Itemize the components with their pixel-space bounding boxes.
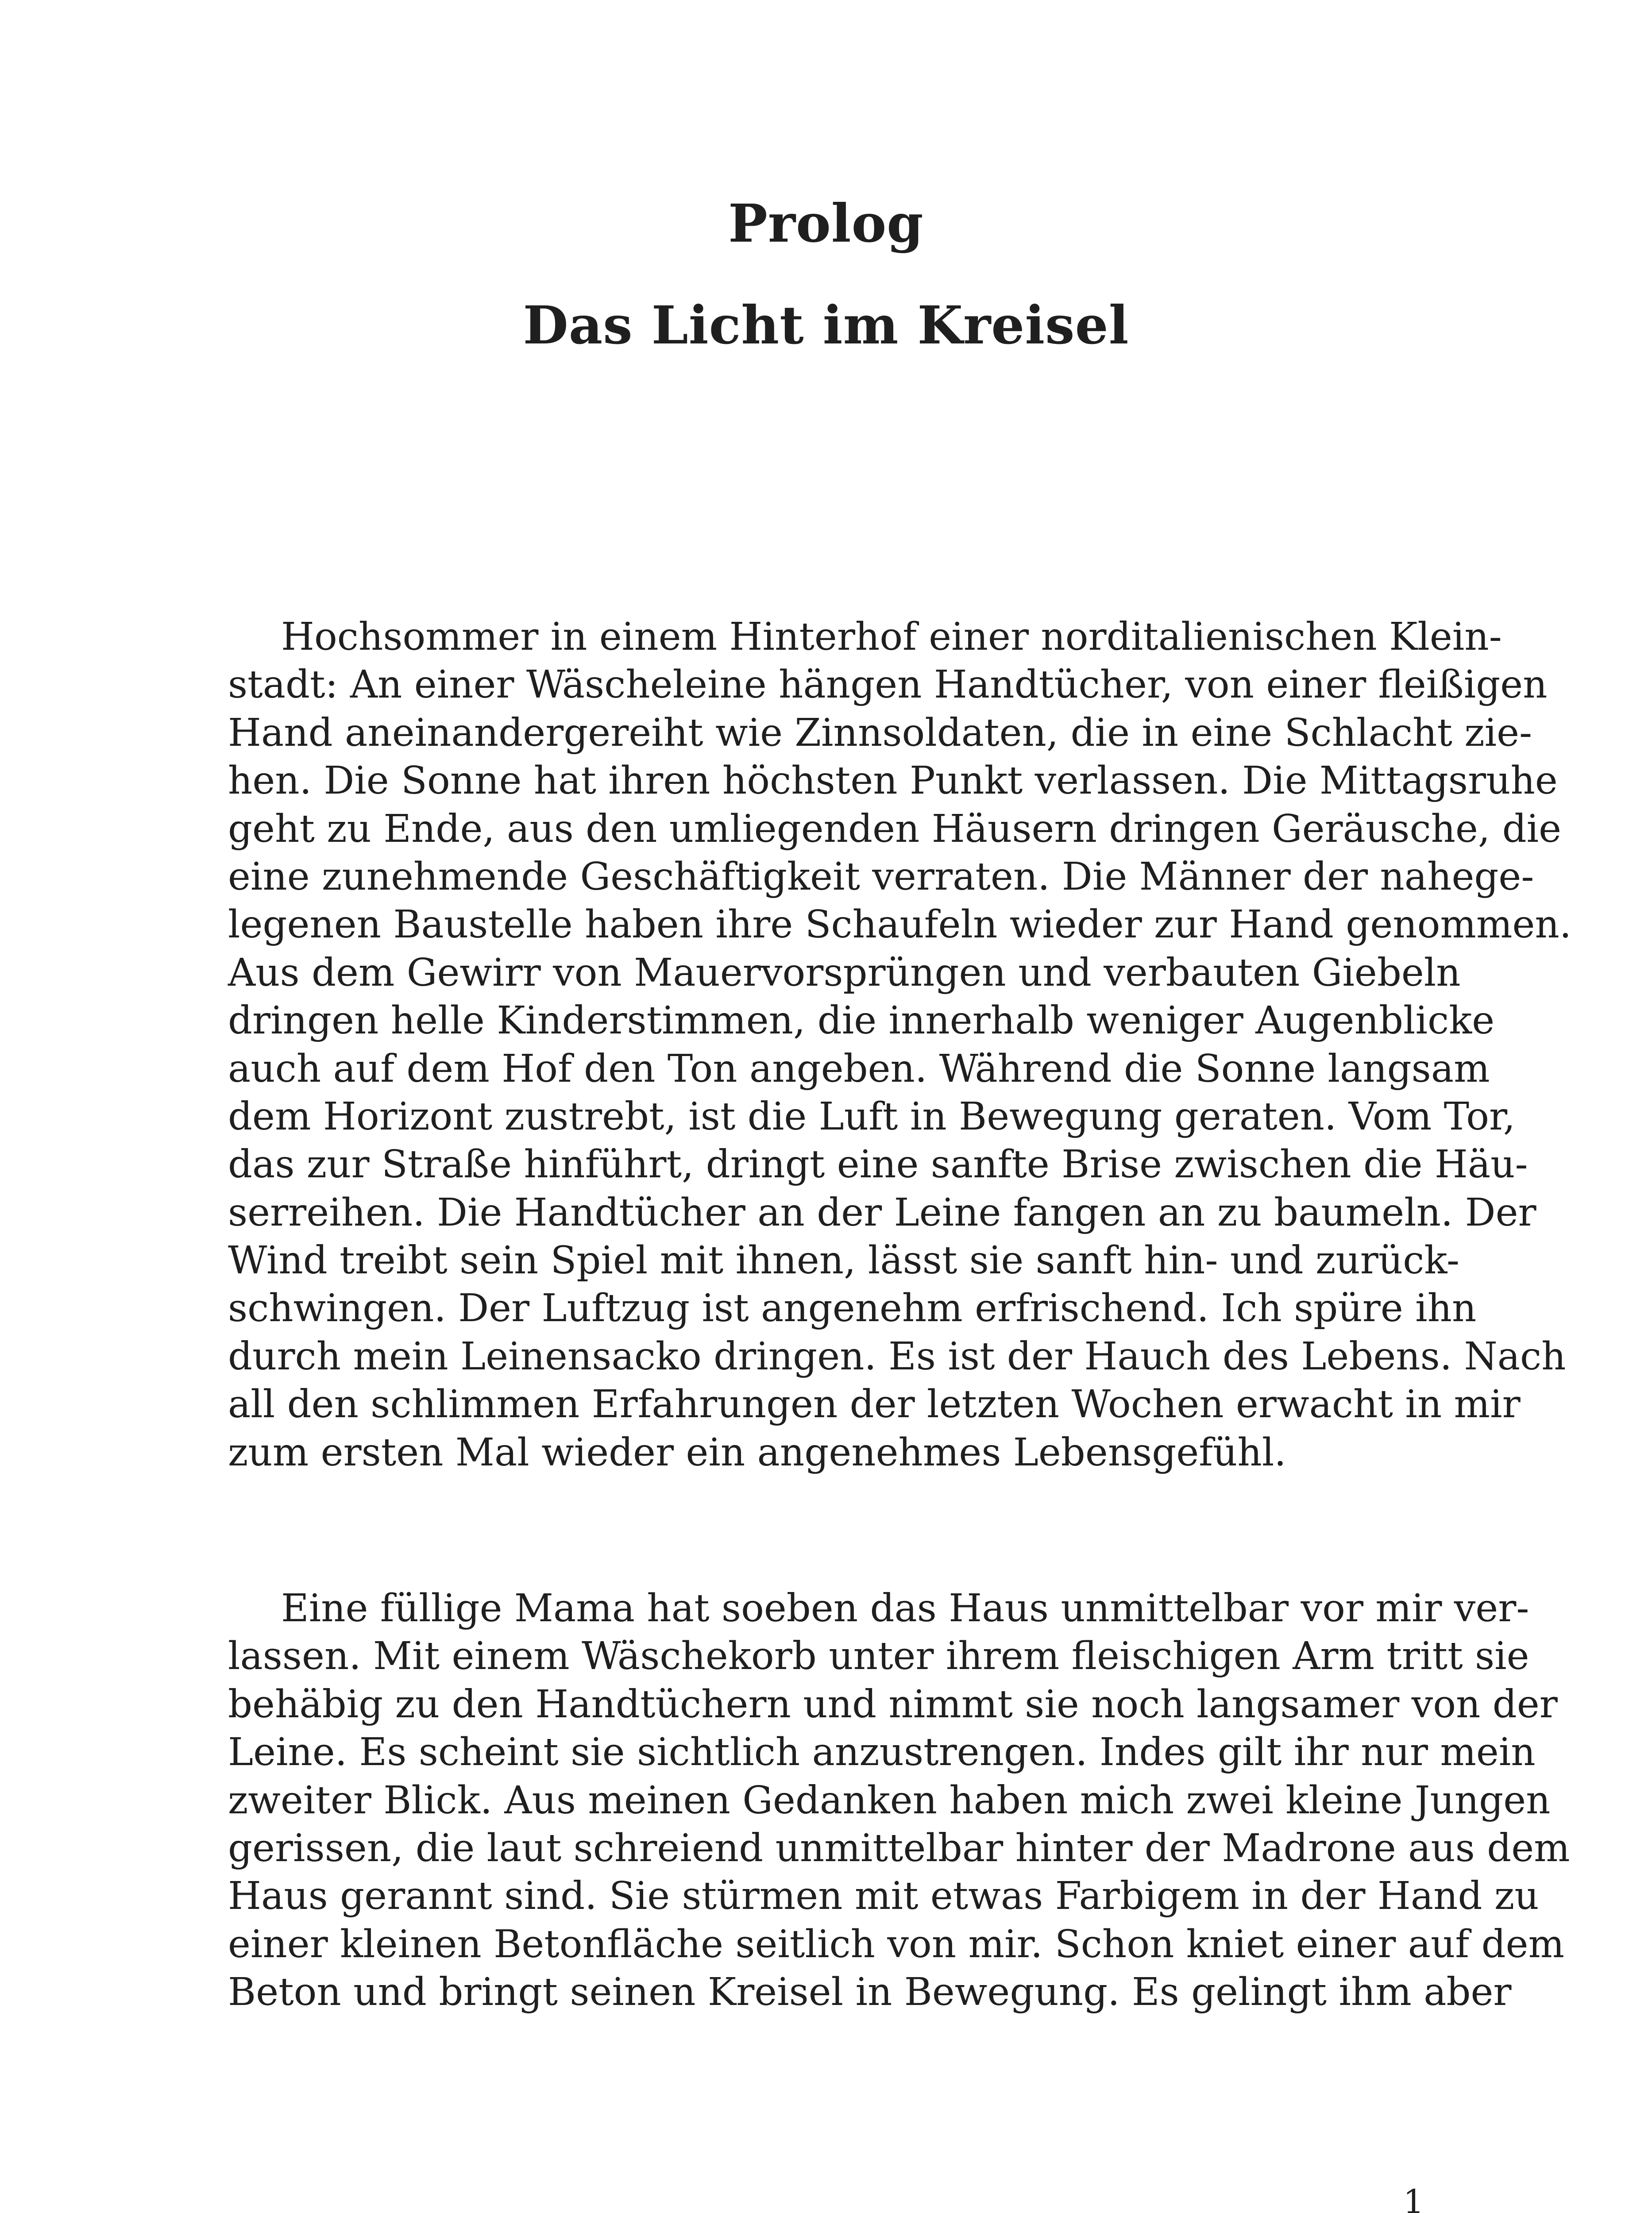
paragraph-2 (228, 1585, 1570, 2016)
text-line: dem Horizont zustrebt, ist die Luft in Bewegung geraten. Vom Tor, (228, 1094, 1516, 1139)
text-line: Wind treibt sein Spiel mit ihnen, lässt sie sanft hin- und zurück- (228, 1238, 1460, 1283)
text-line: zweiter Blick. Aus meinen Gedanken haben mich zwei kleine Jungen (228, 1778, 1551, 1823)
text-line: behäbig zu den Handtüchern und nimmt sie noch langsamer von der (228, 1682, 1558, 1727)
page-number: 1 (1403, 2183, 1424, 2213)
text-line: auch auf dem Hof den Ton angeben. Während die Sonne langsam (228, 1046, 1490, 1091)
text-line: stadt: An einer Wäscheleine hängen Handtücher, von einer fleißigen (228, 663, 1548, 707)
text-line: zum ersten Mal wieder ein angenehmes Lebensgefühl. (228, 1430, 1286, 1475)
text-line: eine zunehmende Geschäftigkeit verraten. Die Männer der nahege- (228, 854, 1534, 899)
text-line: Eine füllige Mama hat soeben das Haus unmittelbar vor mir ver- (281, 1586, 1529, 1631)
text-line: serreihen. Die Handtücher an der Leine fangen an zu baumeln. Der (228, 1190, 1536, 1235)
text-line: das zur Straße hinführt, dringt eine sanfte Brise zwischen die Häu- (228, 1142, 1528, 1187)
text-line: Beton und bringt seinen Kreisel in Bewegung. Es gelingt ihm aber (228, 1970, 1512, 2015)
text-line: durch mein Leinensacko dringen. Es ist der Hauch des Lebens. Nach (228, 1334, 1566, 1379)
text-line: legenen Baustelle haben ihre Schaufeln wieder zur Hand genommen. (228, 902, 1572, 947)
text-line: Aus dem Gewirr von Mauervorsprüngen und verbauten Giebeln (228, 950, 1461, 995)
chapter-title: Das Licht im Kreisel (523, 294, 1129, 356)
paragraph-1 (228, 613, 1572, 1477)
text-line: geht zu Ende, aus den umliegenden Häusern dringen Geräusche, die (228, 806, 1562, 851)
text-line: dringen helle Kinderstimmen, die innerhalb weniger Augenblicke (228, 999, 1495, 1043)
text-line: schwingen. Der Luftzug ist angenehm erfrischend. Ich spüre ihn (228, 1286, 1477, 1331)
text-line: gerissen, die laut schreiend unmittelbar hinter der Madrone aus dem (228, 1826, 1570, 1870)
text-line: einer kleinen Betonfläche seitlich von mir. Schon kniet einer auf dem (228, 1922, 1565, 1966)
text-line: hen. Die Sonne hat ihren höchsten Punkt verlassen. Die Mittagsruhe (228, 759, 1558, 803)
text-line: Haus gerannt sind. Sie stürmen mit etwas Farbigem in der Hand zu (228, 1874, 1539, 1919)
text-line: lassen. Mit einem Wäschekorb unter ihrem fleischigen Arm tritt sie (228, 1634, 1529, 1679)
chapter-label: Prolog (728, 193, 924, 254)
text-line: Hochsommer in einem Hinterhof einer norditalienischen Klein- (281, 615, 1502, 659)
text-line: Hand aneinandergereiht wie Zinnsoldaten, die in eine Schlacht zie- (228, 710, 1532, 755)
text-line: all den schlimmen Erfahrungen der letzten Wochen erwacht in mir (228, 1382, 1521, 1427)
text-line: Leine. Es scheint sie sichtlich anzustrengen. Indes gilt ihr nur mein (228, 1730, 1536, 1775)
